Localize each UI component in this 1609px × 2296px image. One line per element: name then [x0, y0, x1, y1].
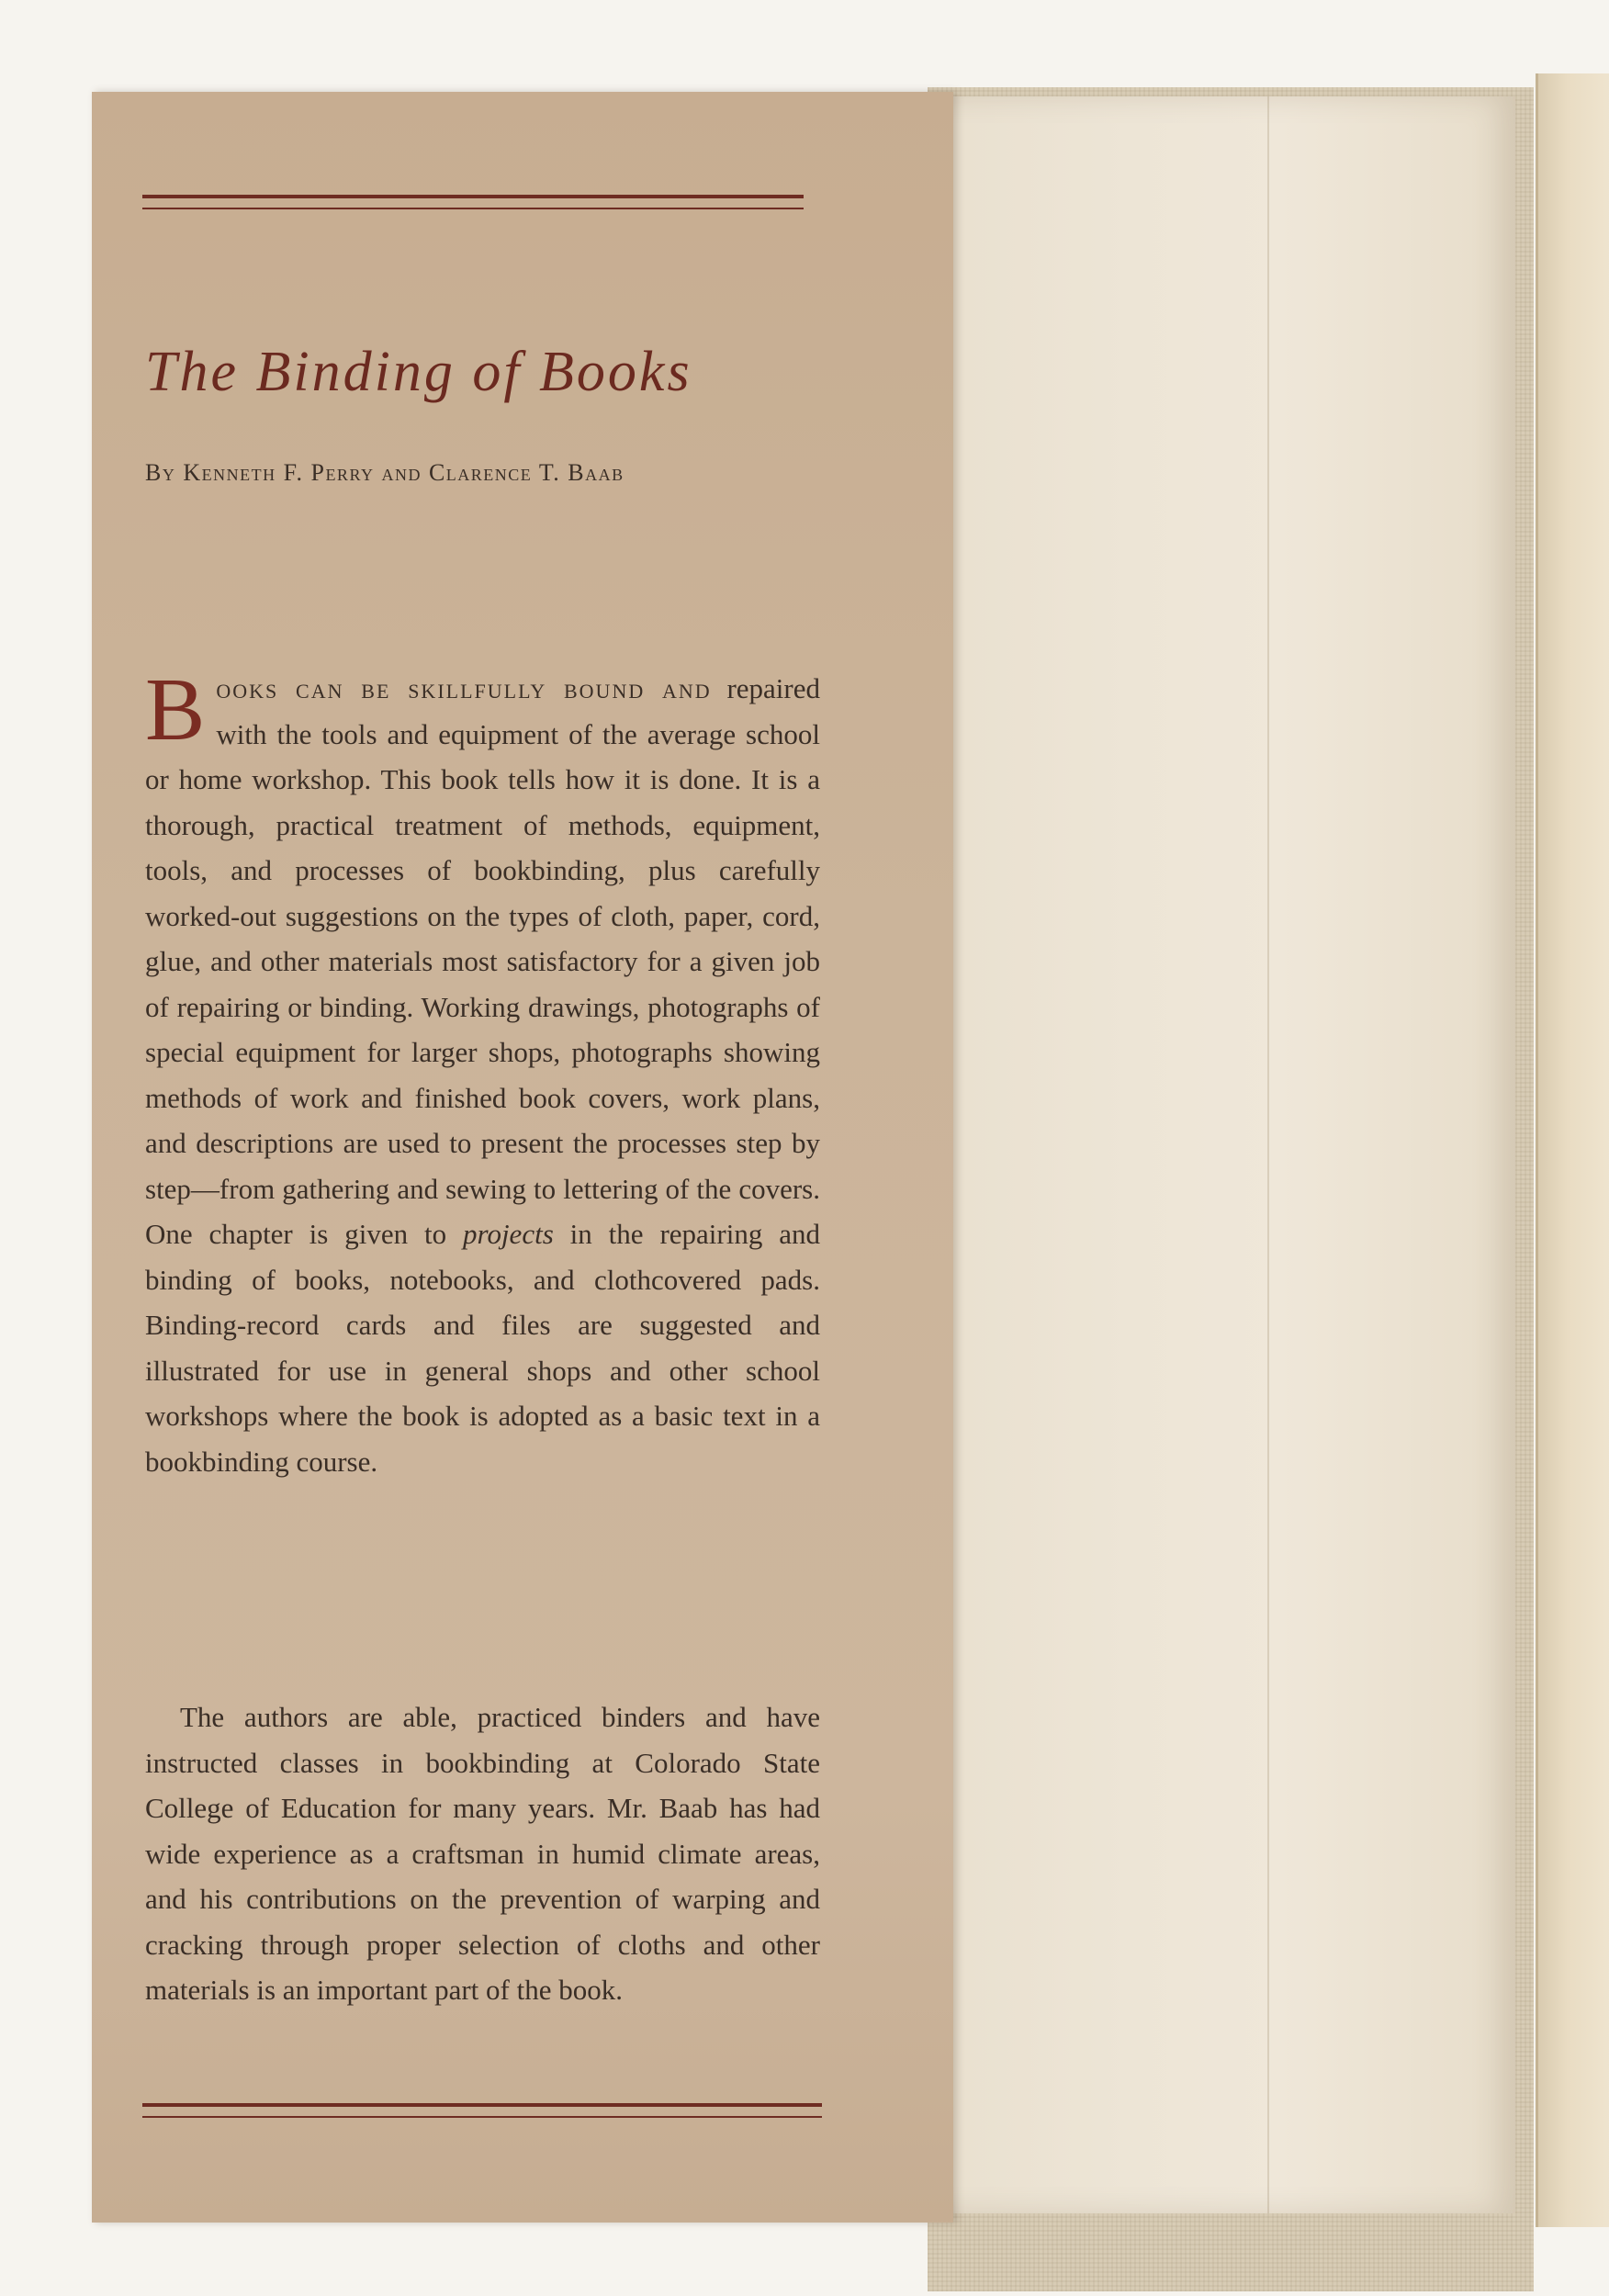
- description-paragraph-2: The authors are able, practiced binders and have instructed classes in bookbinding at Colorado State College of Education for many years. Mr. Baab has had wide experience as a craftsman in humid climate areas, and his contributions on the prevention of warping and cracking through proper selection of cloths and other materials is an important part of the book.: [145, 1701, 820, 2006]
- authors-byline: By Kenneth F. Perry and Clarence T. Baab: [145, 459, 624, 486]
- book-title: The Binding of Books: [145, 341, 692, 403]
- lead-in-caps: ooks can be skillfully bound and: [216, 672, 712, 704]
- dust-jacket-flap: [92, 92, 953, 2223]
- paragraph-1-text-b: in the repairing and binding of books, notebooks, and clothcovered pads. Binding-record cards and files are suggested and illustrated for use in general shops and other school workshops where the book is adopted as a basic text in a bookbinding course.: [145, 1218, 821, 1478]
- top-rule: [142, 195, 804, 209]
- paragraph-1-emphasis: projects: [463, 1218, 554, 1250]
- endpaper: [928, 96, 1515, 2213]
- drop-cap: B: [145, 660, 206, 760]
- page-edge: [1536, 73, 1609, 2227]
- paragraph-1-text-a: repaired with the tools and equipment of the average school or home workshop. This book tells how it is done. It is a thorough, practical treatment of methods, equipment, tools, and processes of bookbinding, plus carefully worked-out suggestions on the types of cloth, paper, cord, glue, and other materials most satisfactory for a given job of repairing or binding. Working drawings, photographs of special equipment for larger shops, photographs showing methods of work and finished book covers, work plans, and descriptions are used to present the processes step by step—from gathering and sewing to lettering of the covers. One chapter is given to: [145, 672, 821, 1250]
- description-paragraph-1: [145, 660, 821, 1484]
- bottom-rule: [142, 2103, 822, 2118]
